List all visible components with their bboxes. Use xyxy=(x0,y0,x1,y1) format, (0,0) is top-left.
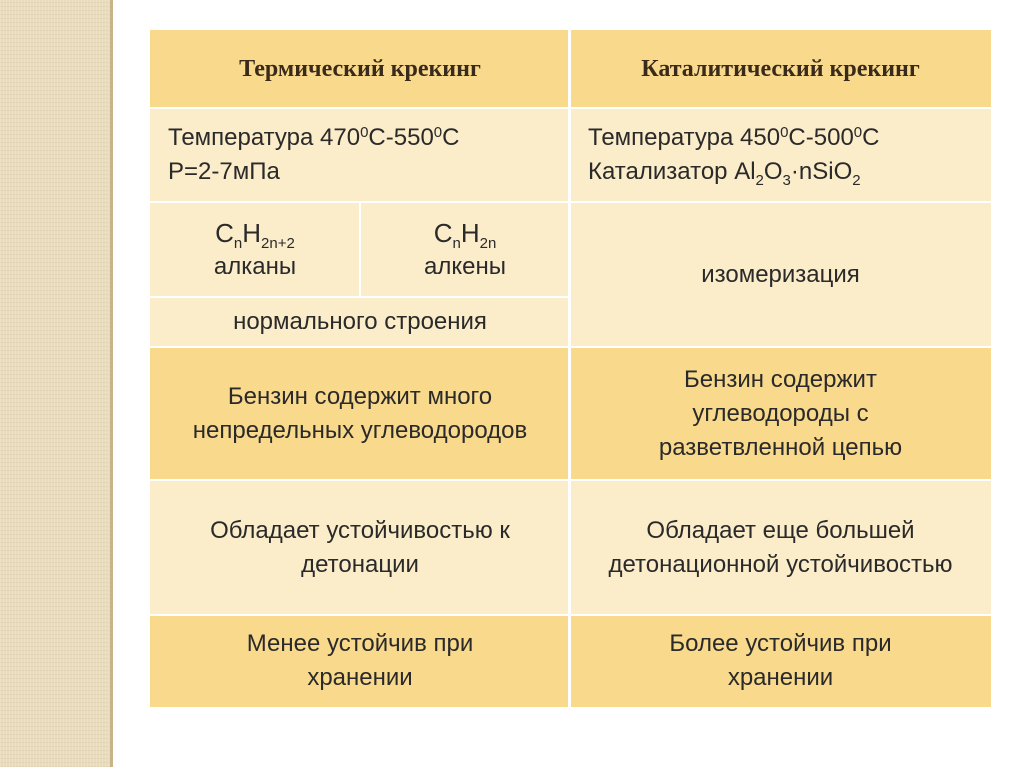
gasoline-catalytic-text: Бензин содержит углеводороды с разветвленной цепью xyxy=(658,365,903,461)
storage-catalytic xyxy=(570,615,991,707)
gasoline-catalytic xyxy=(570,347,991,480)
alkenes-formula: $C_nH_{2n}$ xyxy=(433,217,497,252)
storage-catalytic-text: Более устойчив при хранении xyxy=(669,630,892,691)
header-thermal-text: Термический крекинг xyxy=(239,56,481,82)
alkenes-name: алкены xyxy=(424,252,506,280)
header-thermal xyxy=(150,30,570,108)
row-divider xyxy=(150,479,991,481)
product-alkanes xyxy=(150,202,360,297)
thermal-temperature: Температура $470^0С-550^0С$ xyxy=(168,124,460,151)
alkanes-formula: $C_nH_{2n+2}$ xyxy=(215,217,295,252)
gasoline-thermal-text: Бензин содержит много непредельных углеводородов xyxy=(192,382,528,444)
row-divider xyxy=(150,614,991,616)
thermal-pressure: Р=2-7мПа xyxy=(168,158,280,185)
product-catalytic xyxy=(570,202,991,347)
row-divider xyxy=(150,296,570,298)
decorative-side-strip xyxy=(0,0,110,767)
detonation-thermal-text: Обладает устойчивостью к детонации xyxy=(210,516,510,578)
detonation-catalytic xyxy=(570,480,991,615)
alkanes-name: алканы xyxy=(213,252,297,280)
product-alkenes xyxy=(360,202,570,297)
decorative-side-line xyxy=(110,0,113,767)
conditions-thermal xyxy=(150,108,570,202)
detonation-catalytic-text: Обладает еще большей детонационной устойчивостью xyxy=(608,516,953,578)
column-divider xyxy=(568,30,571,707)
row-divider xyxy=(150,107,991,109)
catalytic-temperature: Температура $450^0С-500^0С$ xyxy=(588,124,880,151)
row-divider xyxy=(150,346,991,348)
product-divider xyxy=(359,202,361,297)
gasoline-thermal xyxy=(150,347,570,480)
header-catalytic-text: Каталитический крекинг xyxy=(641,56,920,82)
header-catalytic xyxy=(570,30,991,108)
conditions-catalytic xyxy=(570,108,991,202)
structure-text: нормального строения xyxy=(233,308,487,335)
storage-thermal xyxy=(150,615,570,707)
product-structure xyxy=(150,297,570,347)
catalytic-catalyst: Катализатор $Al_2O_3\cdot nSiO_2$ xyxy=(588,158,861,189)
row-divider xyxy=(150,201,991,203)
comparison-table xyxy=(150,30,991,707)
storage-thermal-text: Менее устойчив при хранении xyxy=(246,630,474,691)
detonation-thermal xyxy=(150,480,570,615)
isomerization-text: изомеризация xyxy=(701,260,860,288)
